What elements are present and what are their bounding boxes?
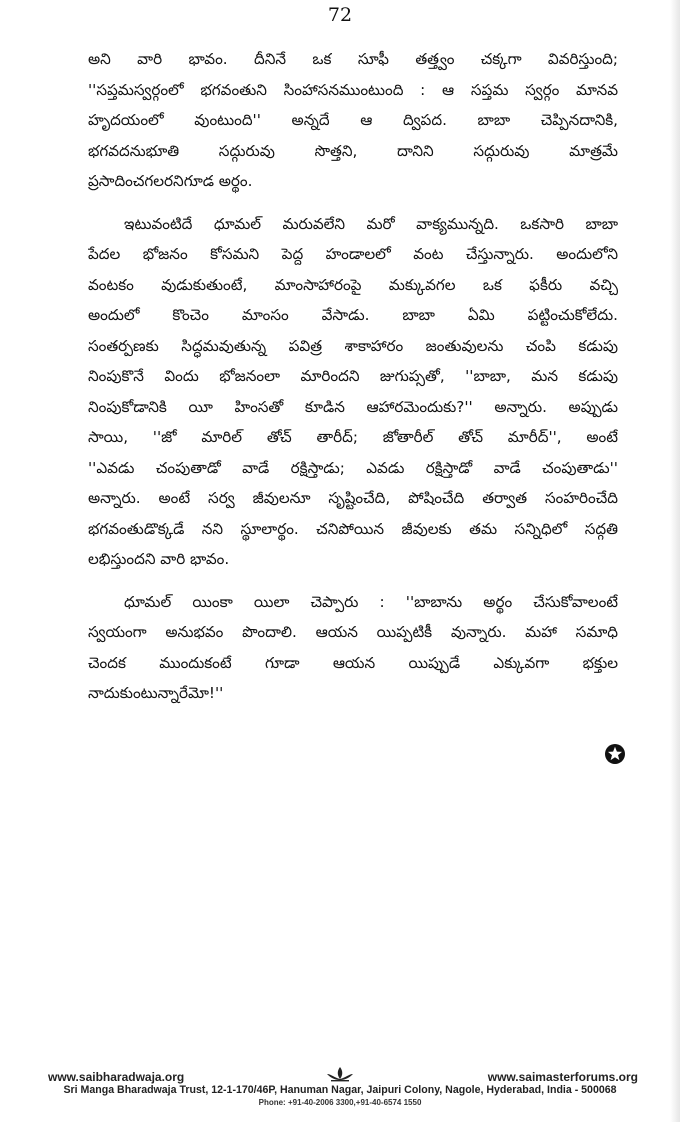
- paragraph-1: [88, 44, 618, 197]
- footer-right-url: www.saimasterforums.org: [487, 1070, 638, 1084]
- text-line: ''సప్తమస్వర్గంలో భగవంతుని సింహాసనముంటుంది : ఆ సప్తమ స్వర్గం మానవ: [88, 80, 618, 99]
- footer-address: Sri Manga Bharadwaja Trust, 12-1-170/46P, Hanuman Nagar, Jaipuri Colony, Nagole, Hyderabad, India - 500068: [63, 1084, 617, 1096]
- text-line: ''ఎవడు చంపుతాడో వాడే రక్షిస్తాడు; ఎవడు రక్షిస్తాడో వాడే చంపుతాడు'': [88, 458, 618, 477]
- text-line: సంతర్పణకు సిద్ధమవుతున్న పవిత్ర శాకాహారం జంతువులను చంపి కడుపు: [88, 336, 618, 355]
- text-line: ధూమల్ యింకా యిలా చెప్పారు : ''బాబాను అర్థం చేసుకోవాలంటే: [124, 592, 618, 611]
- page-footer: [0, 1060, 680, 1120]
- text-line: భగవదనుభూతి సద్గురువు సొత్తని, దానిని సద్గురువు మాత్రమే: [88, 141, 618, 160]
- text-line: అందులో కొంచెం మాంసం వేసాడు. బాబా ఏమి పట్టించుకోలేదు.: [88, 306, 618, 324]
- text-line: హృదయంలో వుంటుంది'' అన్నదే ఆ ద్విపద. బాబా చెప్పినదానికి,: [88, 111, 618, 129]
- scan-edge-shadow: [670, 0, 680, 1122]
- text-line: నింపుకోడానికి యీ హింసతో కూడిన ఆహారమెందుకు?'' అన్నారు. అప్పుడు: [88, 397, 618, 416]
- text-line: ఇటువంటిదే ధూమల్ మరువలేని మరో వాక్యమున్నది. ఒకసారి బాబా: [124, 214, 618, 233]
- text-line: వంటకం వుడుకుతుంటే, మాంసాహారంపై మక్కువగల ఒక ఫకీరు వచ్చి: [88, 275, 618, 294]
- footer-phone: Phone: +91-40-2006 3300,+91-40-6574 1550: [258, 1098, 422, 1107]
- paragraph-2: [88, 209, 618, 575]
- text-line: అని వారి భావం. దీనినే ఒక సూఫీ తత్త్వం చక్కగా వివరిస్తుంది;: [88, 50, 618, 68]
- paragraph-3: [88, 587, 618, 709]
- page-body: [88, 44, 618, 709]
- footer-left-url: www.saibharadwaja.org: [48, 1070, 185, 1084]
- page-number: 72: [327, 4, 353, 26]
- star-circle-icon: [604, 743, 626, 765]
- text-line: అన్నారు. అంటే సర్వ జీవులనూ సృష్టించేది, పోషించేది తర్వాత సంహరించేది: [88, 489, 618, 507]
- text-line: సాయి, ''జో మారిల్ తోచ్ తారీద్; జోతారీల్ తోచ్ మారీద్'', అంటే: [88, 428, 618, 446]
- text-line: చెందక ముందుకంటే గూడా ఆయన యిప్పుడే ఎక్కువగా భక్తుల: [88, 653, 618, 672]
- text-line: లభిస్తుందని వారి భావం.: [88, 550, 230, 568]
- text-line: ప్రసాదించగలరనిగూడ అర్థం.: [88, 172, 253, 190]
- text-line: నింపుకొనే విందు భోజనంలా మారిందని జుగుప్సతో, ''బాబా, మన కడుపు: [88, 367, 618, 385]
- text-line: నాదుకుంటున్నారేమో!'': [88, 684, 224, 702]
- text-line: స్వయంగా అనుభవం పొందాలి. ఆయన యిప్పటికీ వున్నారు. మహా సమాధి: [88, 623, 618, 641]
- text-line: పేదల భోజనం కోసమని పెద్ద హండాలలో వంట చేస్తున్నారు. అందులోని: [88, 245, 618, 263]
- lotus-ornament-icon: [325, 1066, 355, 1082]
- text-line: భగవంతుడొక్కడే నని స్థూలార్థం. చనిపోయిన జీవులకు తమ సన్నిధిలో సద్గతి: [88, 519, 618, 538]
